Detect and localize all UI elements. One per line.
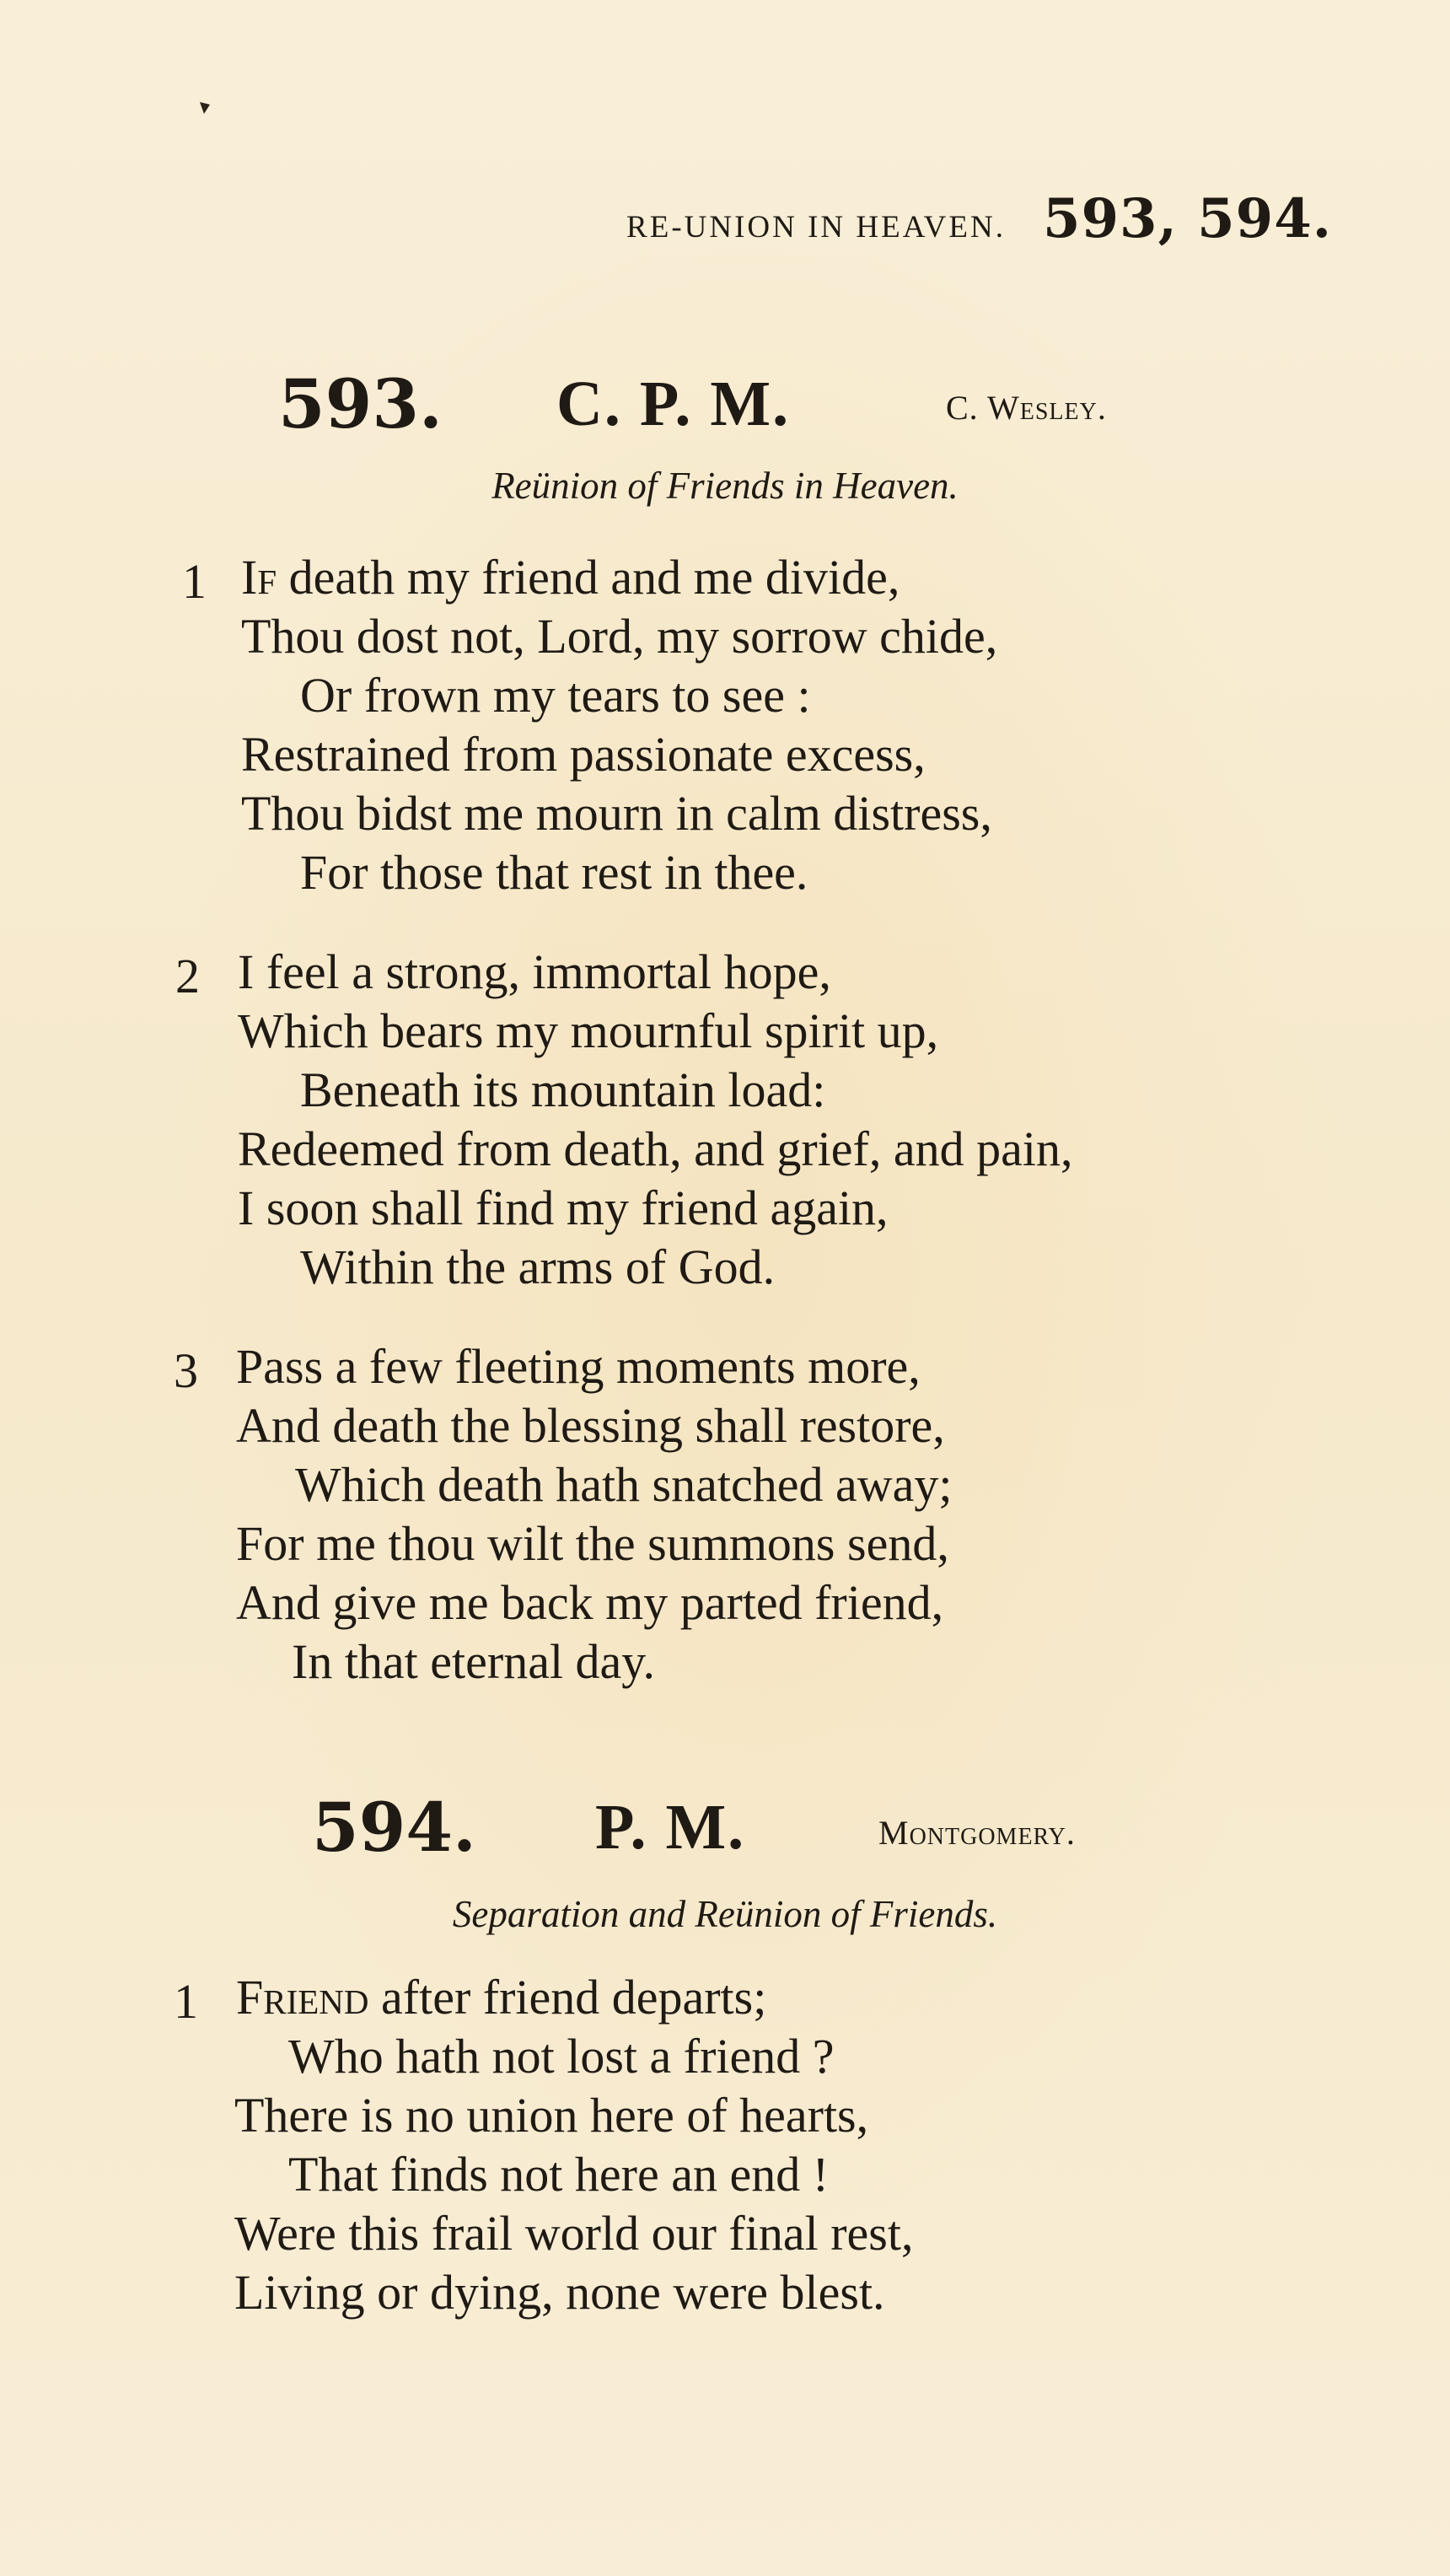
stanza-number: 2 bbox=[175, 949, 200, 1003]
verse-line: Were this frail world our final rest, bbox=[234, 2206, 914, 2261]
verse-line: For those that rest in thee. bbox=[300, 845, 808, 900]
verse-line: Or frown my tears to see : bbox=[300, 668, 811, 723]
verse-lead-word: If bbox=[241, 550, 277, 605]
hymn-number: 594. bbox=[312, 1788, 476, 1867]
verse-lead-word: Friend bbox=[236, 1970, 369, 2025]
running-head-title: RE-UNION IN HEAVEN. bbox=[626, 210, 1006, 245]
ink-speck-mark bbox=[199, 101, 211, 115]
verse-line: Beneath its mountain load: bbox=[300, 1062, 826, 1117]
hymn-number: 593. bbox=[278, 364, 443, 444]
hymn-593-subtitle: Reünion of Friends in Heaven. bbox=[491, 465, 959, 507]
verse-line: Redeemed from death, and grief, and pain, bbox=[238, 1121, 1073, 1176]
verse-line: I feel a strong, immortal hope, bbox=[238, 944, 831, 999]
hymn-author: C. Wesley. bbox=[946, 389, 1107, 427]
running-head-hymn-numbers: 593, 594. bbox=[1042, 187, 1332, 250]
verse-line: For me thou wilt the summons send, bbox=[236, 1516, 949, 1571]
running-head bbox=[0, 187, 1332, 250]
hymn-meter: P. M. bbox=[595, 1792, 746, 1863]
verse-line bbox=[241, 550, 900, 605]
verse-line: In that eternal day. bbox=[292, 1634, 656, 1689]
stanza-number: 3 bbox=[174, 1343, 198, 1398]
verse-line: Thou dost not, Lord, my sorrow chide, bbox=[241, 609, 998, 664]
verse-line: Living or dying, none were blest. bbox=[234, 2265, 885, 2320]
stanza-number: 1 bbox=[182, 554, 207, 609]
verse-line: Pass a few fleeting moments more, bbox=[236, 1339, 921, 1394]
verse-line: And death the blessing shall restore, bbox=[236, 1398, 945, 1453]
verse-line: Which death hath snatched away; bbox=[295, 1457, 953, 1512]
verse-line: There is no union here of hearts, bbox=[234, 2088, 869, 2143]
verse-line: Within the arms of God. bbox=[300, 1240, 776, 1294]
verse-line bbox=[236, 1970, 767, 2025]
verse-line-rest: death my friend and me divide, bbox=[277, 550, 900, 605]
hymn-meter: C. P. M. bbox=[556, 368, 791, 439]
verse-line: That finds not here an end ! bbox=[288, 2147, 830, 2202]
verse-line: Which bears my mournful spirit up, bbox=[238, 1003, 939, 1058]
verse-line: I soon shall find my friend again, bbox=[238, 1180, 889, 1235]
hymn-author: Montgomery. bbox=[878, 1814, 1076, 1852]
verse-line-rest: after friend departs; bbox=[368, 1970, 767, 2025]
verse-line: Restrained from passionate excess, bbox=[241, 727, 926, 782]
verse-line: And give me back my parted friend, bbox=[236, 1575, 944, 1630]
verse-line: Who hath not lost a friend ? bbox=[288, 2029, 835, 2084]
stanza-number: 1 bbox=[174, 1974, 198, 2029]
verse-line: Thou bidst me mourn in calm distress, bbox=[241, 786, 992, 841]
hymn-594-subtitle: Separation and Reünion of Friends. bbox=[452, 1893, 998, 1935]
